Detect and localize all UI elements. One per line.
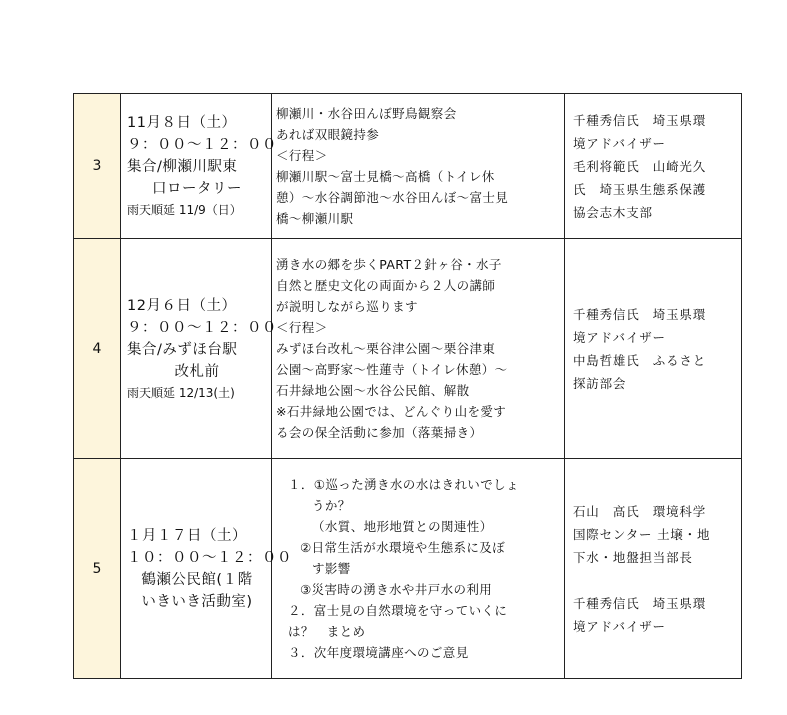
program-line: 橋～柳瀬川駅 bbox=[276, 211, 354, 226]
program-line: １．①巡った湧き水の水はきれいでしょ bbox=[288, 477, 519, 492]
lecturer-line: 国際センター 土壌・地 bbox=[573, 526, 711, 542]
program-line: （水質、地形地質との関連性） bbox=[312, 519, 493, 534]
time-text: ９：００～１２：００ bbox=[127, 319, 277, 336]
program-line: が説明しながら巡ります bbox=[276, 299, 418, 314]
program-line: は？ まとめ bbox=[288, 624, 366, 639]
lecturer-cell bbox=[565, 459, 742, 679]
date-cell bbox=[121, 239, 277, 459]
program-line: 石井緑地公園～水谷公民館、解散 bbox=[276, 383, 470, 398]
lecturer-line: 境アドバイザー bbox=[573, 135, 666, 151]
date-cell bbox=[121, 459, 292, 679]
lecturer-line: 下水・地盤担当部長 bbox=[573, 549, 693, 565]
date-text: 11月８日（土） bbox=[127, 115, 237, 131]
lecturer-line: 協会志木支部 bbox=[573, 204, 653, 220]
place-text: 改札前 bbox=[174, 363, 220, 380]
program-line: 柳瀬川・水谷田んぼ野鳥観察会 bbox=[276, 106, 457, 121]
place-text: 集合/みずほ台駅 bbox=[127, 341, 238, 358]
place-text: 集合/柳瀬川駅東 bbox=[127, 159, 238, 175]
lecturer-line: 氏 埼玉県生態系保護 bbox=[573, 181, 707, 197]
lecturer-line: 千種秀信氏 埼玉県環 bbox=[573, 306, 707, 322]
lecturer-line bbox=[573, 569, 737, 592]
time-text: １０：００～１２：００ bbox=[127, 549, 292, 566]
program-line: あれば双眼鏡持参 bbox=[276, 127, 380, 142]
program-line: うか？ bbox=[312, 498, 351, 513]
lecturer-line: 中島哲雄氏 ふるさと bbox=[573, 352, 707, 368]
program-line: ③災害時の湧き水や井戸水の利用 bbox=[300, 582, 493, 597]
program-line: ３．次年度環境講座へのご意見 bbox=[288, 645, 469, 660]
lecturer-line: 千種秀信氏 埼玉県環 bbox=[573, 595, 707, 611]
place-text: 口ロータリー bbox=[152, 181, 242, 197]
program-line: 公園～高野家～性蓮寺（トイレ休憩）～ bbox=[276, 362, 508, 377]
table-row bbox=[74, 94, 742, 239]
rain-note: 雨天順延 12/13(土) bbox=[127, 385, 235, 400]
program-line: ②日常生活が水環境や生態系に及ぼ bbox=[300, 540, 506, 555]
program-line: 湧き水の郷を歩くPART２針ヶ谷・水子 bbox=[276, 257, 502, 272]
program-line: ２．富士見の自然環境を守っていくに bbox=[288, 603, 508, 618]
program-cell bbox=[272, 459, 565, 679]
lecturer-line: 境アドバイザー bbox=[573, 329, 666, 345]
event-schedule-table bbox=[73, 93, 742, 679]
date-text: １月１７日（土） bbox=[127, 527, 247, 544]
program-line: 柳瀬川駅～富士見橋～高橋（トイレ休 bbox=[276, 169, 495, 184]
program-line: 自然と歴史文化の両面から２人の講師 bbox=[276, 278, 496, 293]
lecturer-line: 毛利将範氏 山崎光久 bbox=[573, 158, 707, 174]
program-cell bbox=[272, 94, 565, 239]
place-text: 鶴瀬公民館(１階 bbox=[141, 571, 253, 588]
place-text: いきいき活動室) bbox=[141, 593, 253, 610]
program-line: す影響 bbox=[312, 561, 351, 576]
program-cell bbox=[272, 239, 565, 459]
time-text: ９：００～１２：００ bbox=[127, 137, 277, 153]
session-number: 4 bbox=[74, 239, 121, 459]
program-line: ※石井緑地公園では、どんぐり山を愛す bbox=[276, 404, 507, 419]
program-line: ＜行程＞ bbox=[276, 148, 328, 163]
lecturer-line: 石山 高氏 環境科学 bbox=[573, 503, 707, 519]
program-line: みずほ台改札～栗谷津公園～栗谷津東 bbox=[276, 341, 496, 356]
program-line: る会の保全活動に参加（落葉掃き） bbox=[276, 425, 483, 440]
lecturer-line: 探訪部会 bbox=[573, 375, 627, 391]
lecturer-cell bbox=[565, 94, 742, 239]
session-number: 5 bbox=[74, 459, 121, 679]
lecturer-cell bbox=[565, 239, 742, 459]
table-row bbox=[74, 239, 742, 459]
lecturer-line: 千種秀信氏 埼玉県環 bbox=[573, 112, 707, 128]
table-row bbox=[74, 459, 742, 679]
lecturer-line: 境アドバイザー bbox=[573, 618, 666, 634]
program-line: 憩）～水谷調節池～水谷田んぼ～富士見 bbox=[276, 190, 509, 205]
date-text: 12月６日（土） bbox=[127, 297, 237, 314]
program-line: ＜行程＞ bbox=[276, 320, 328, 335]
rain-note: 雨天順延 11/9（日） bbox=[127, 203, 242, 217]
session-number: 3 bbox=[74, 94, 121, 239]
date-cell bbox=[121, 94, 277, 239]
